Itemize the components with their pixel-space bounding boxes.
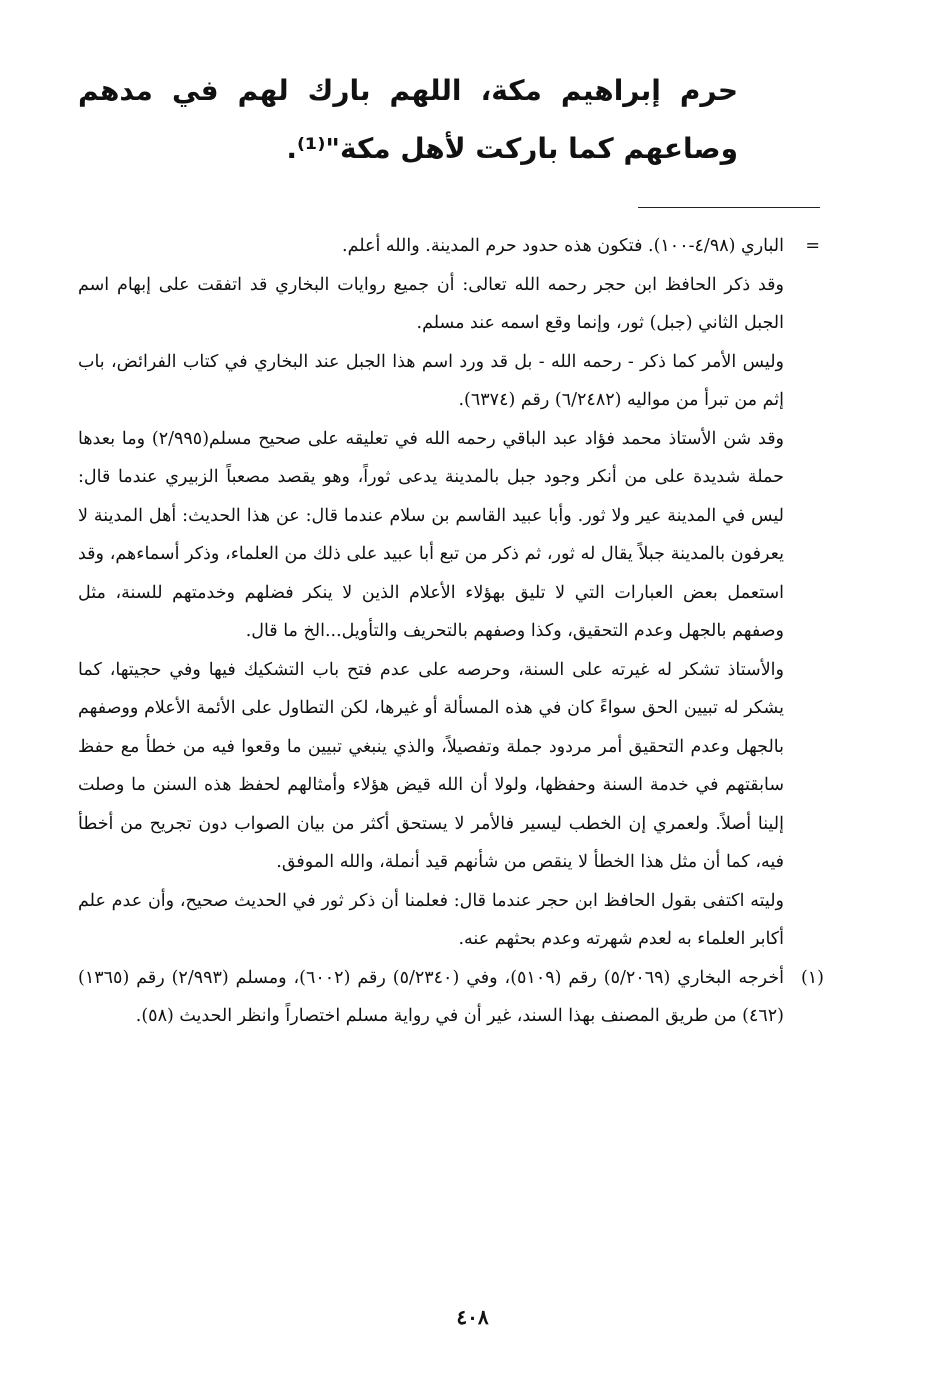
footnote-marker: (١)	[800, 967, 824, 988]
continuation-marker: =	[805, 236, 820, 256]
footnotes-area	[78, 227, 824, 1036]
page-number: ٤٠٨	[456, 1305, 489, 1329]
footnote-separator	[638, 207, 820, 208]
continued-note-paragraph-6: وليته اكتفى بقول الحافظ ابن حجر عندما قال: فعلمنا أن ذكر ثور في الحديث صحيح، وأن عدم علم أكابر العلماء به لعدم شهرته وعدم بحثهم عنه.	[78, 890, 784, 949]
continued-note-paragraph-3: وليس الأمر كما ذكر - رحمه الله - بل قد ورد اسم هذا الجبل عند البخاري في كتاب الفرائض، باب إثم من تبرأ من مواليه (٦/٢٤٨٢) رقم (٦٣٧٤).	[78, 351, 784, 410]
note-text: الباري (٤/٩٨-١٠٠). فتكون هذه حدود حرم المدينة. والله أعلم.	[342, 236, 784, 256]
continued-note-paragraph-1	[78, 227, 820, 266]
footnote-text: أخرجه البخاري (٥/٢٠٦٩) رقم (٥١٠٩)، وفي (٥/٢٣٤٠) رقم (٦٠٠٢)، ومسلم (٢/٩٩٣) رقم (١٣٦٥) (٤٦٢) من طريق المصنف بهذا السند، غير أن في رواية مسلم اختصاراً وانظر الحديث (٥٨).	[78, 967, 785, 1026]
continued-note-paragraph-4: وقد شن الأستاذ محمد فؤاد عبد الباقي رحمه الله في تعليقه على صحيح مسلم(٢/٩٩٥) وما بعدها حملة شديدة على من أنكر وجود جبل بالمدينة يدعى ثوراً، وهو يقصد مصعباً الزبيري عندما قال: ليس في المدينة عير ولا ثور. وأبا عبيد القاسم بن سلام عندما قال: عن هذا الحديث: أهل المدينة لا يعرفون بالمدينة جبلاً يقال له ثور، ثم ذكر من تبع أبا عبيد على ذلك من العلماء، وذكر أسماءهم، وقد استعمل بعض العبارات التي لا تليق بهؤلاء الأعلام الذين لا ينكر فضلهم وخدمتهم للسنة، مثل وصفهم بالجهل وعدم التحقيق، وكذا وصفهم بالتحريف والتأويل...الخ ما قال.	[78, 428, 785, 641]
continued-note-paragraph-2: وقد ذكر الحافظ ابن حجر رحمه الله تعالى: أن جميع روايات البخاري قد اتفقت على إبهام اسم الجبل الثاني (جبل) ثور، وإنما وقع اسمه عند مسلم.	[78, 274, 784, 333]
continued-note-paragraph-5: والأستاذ تشكر له غيرته على السنة، وحرصه على عدم فتح باب التشكيك فيها وفي حجيتها، كما يشكر له تبيين الحق سواءً كان في هذه المسألة أو غيرها، لكن التطاول على الأئمة الأعلام ووصفهم بالجهل وعدم التحقيق أمر مردود جملة وتفصيلاً، والذي ينبغي تبيين ما وقعوا فيه من خطأ مع حفظ سابقتهم في خدمة السنة وحفظها، ولولا أن الله قيض هؤلاء وأمثالهم لحفظ هذه السنن ما وصلت إلينا أصلاً. ولعمري إن الخطب ليسير فالأمر لا يستحق أكثر من بيان الصواب دون تجريح من أخطأ فيه، كما أن مثل هذا الخطأ لا ينقص من شأنهم قيد أنملة، والله الموفق.	[78, 659, 784, 872]
main-text	[78, 62, 738, 178]
main-paragraph: حرم إبراهيم مكة، اللهم بارك لهم في مدهم وصاعهم كما باركت لأهل مكة"⁽¹⁾.	[78, 74, 738, 165]
footnote-1	[78, 959, 824, 1036]
